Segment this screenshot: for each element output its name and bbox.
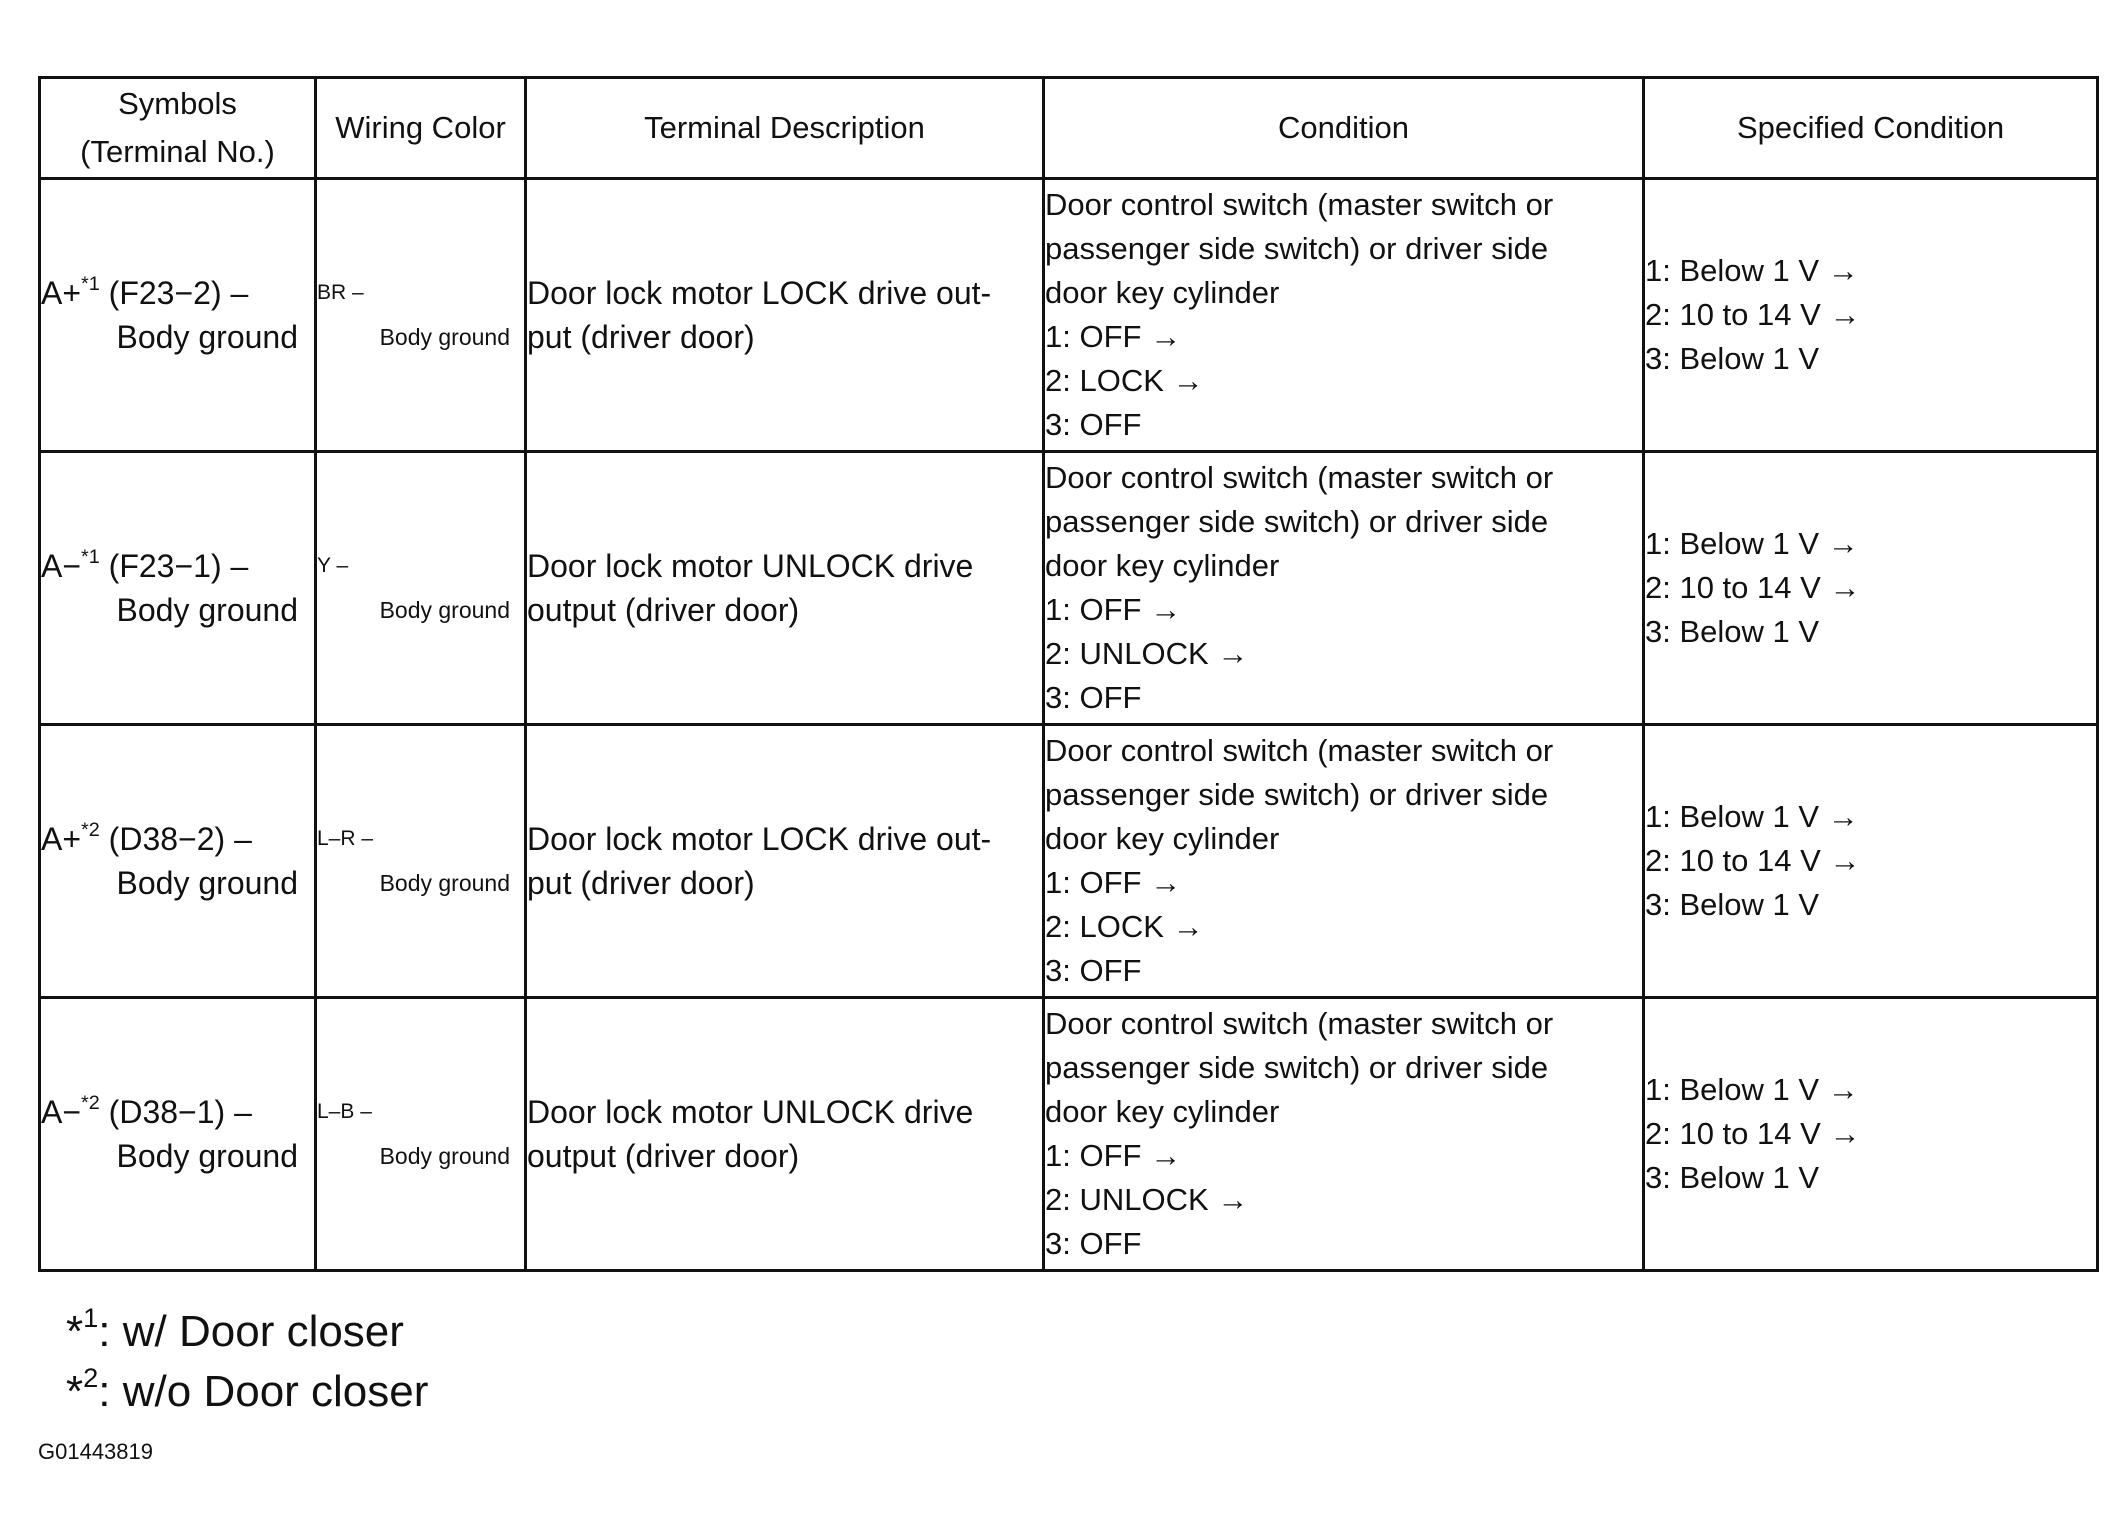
- symbol-code: A+: [41, 275, 82, 311]
- condition-line: Door control switch (master switch or: [1045, 187, 1554, 222]
- symbol-code: A+: [41, 821, 82, 857]
- spec-line: 2: 10 to 14 V →: [1645, 843, 1861, 878]
- description-line: output (driver door): [527, 1138, 800, 1174]
- description-line: Door lock motor UNLOCK drive: [527, 548, 974, 584]
- symbol-line1: [41, 1090, 314, 1134]
- symbol-line2: Body ground: [116, 319, 298, 355]
- table-row: [40, 452, 2098, 725]
- wire-ground: Body ground: [379, 597, 510, 623]
- symbol-line2: Body ground: [116, 865, 298, 901]
- terminal-number: (D38−2) –: [99, 821, 252, 857]
- wire-code: BR –: [317, 281, 364, 304]
- header-symbols-line1: Symbols: [118, 86, 237, 121]
- footnote-number: 2: [83, 1362, 99, 1394]
- description-line: Door lock motor LOCK drive out-: [527, 821, 992, 857]
- condition-line: 1: OFF →: [1045, 319, 1182, 354]
- symbol-note: *1: [81, 545, 100, 568]
- terminal-number: (D38−1) –: [99, 1094, 252, 1130]
- footnote-mark: *: [66, 1367, 84, 1416]
- symbol-cell: [40, 179, 316, 452]
- table-row: [40, 725, 2098, 998]
- description-cell: [526, 452, 1044, 725]
- footnote-text: : w/ Door closer: [98, 1307, 404, 1356]
- condition-line: door key cylinder: [1045, 821, 1280, 856]
- wiring-color-cell: [316, 452, 526, 725]
- condition-line: 2: LOCK →: [1045, 909, 1204, 944]
- header-condition: Condition: [1044, 78, 1644, 179]
- header-specified-condition: Specified Condition: [1644, 78, 2098, 179]
- spec-line: 3: Below 1 V: [1645, 887, 1820, 922]
- specified-condition-cell: [1644, 179, 2098, 452]
- condition-line: door key cylinder: [1045, 548, 1280, 583]
- wire-ground: Body ground: [379, 324, 510, 350]
- symbol-line1: [41, 544, 314, 588]
- condition-line: door key cylinder: [1045, 1094, 1280, 1129]
- condition-line: passenger side switch) or driver side: [1045, 231, 1549, 266]
- terminal-number: (F23−2) –: [99, 275, 249, 311]
- description-cell: [526, 179, 1044, 452]
- condition-line: 2: LOCK →: [1045, 363, 1204, 398]
- description-line: Door lock motor UNLOCK drive: [527, 1094, 974, 1130]
- description-cell: [526, 725, 1044, 998]
- spec-line: 2: 10 to 14 V →: [1645, 1116, 1861, 1151]
- specified-condition-cell: [1644, 998, 2098, 1271]
- condition-line: Door control switch (master switch or: [1045, 460, 1554, 495]
- spec-line: 2: 10 to 14 V →: [1645, 570, 1861, 605]
- spec-line: 2: 10 to 14 V →: [1645, 297, 1861, 332]
- table-body: [40, 179, 2098, 1271]
- wiring-color-cell: [316, 725, 526, 998]
- header-row: [40, 78, 2098, 179]
- figure-id: G01443819: [38, 1439, 153, 1464]
- condition-line: 2: UNLOCK →: [1045, 1182, 1249, 1217]
- symbol-code: A−: [41, 1094, 82, 1130]
- condition-line: Door control switch (master switch or: [1045, 1006, 1554, 1041]
- symbol-note: *2: [81, 1091, 100, 1114]
- footnote-text: : w/o Door closer: [98, 1367, 429, 1416]
- terminal-table: [38, 76, 2099, 1272]
- table-row: [40, 179, 2098, 452]
- condition-line: 1: OFF →: [1045, 592, 1182, 627]
- symbol-note: *2: [81, 818, 100, 841]
- condition-line: 3: OFF: [1045, 680, 1142, 715]
- condition-line: passenger side switch) or driver side: [1045, 777, 1549, 812]
- description-line: output (driver door): [527, 592, 800, 628]
- symbol-cell: [40, 998, 316, 1271]
- condition-line: door key cylinder: [1045, 275, 1280, 310]
- symbol-code: A−: [41, 548, 82, 584]
- header-symbols: [40, 78, 316, 179]
- wire-code: L–R –: [317, 827, 374, 850]
- footnote-1: [66, 1302, 428, 1362]
- symbol-cell: [40, 452, 316, 725]
- specified-condition-cell: [1644, 725, 2098, 998]
- table-row: [40, 998, 2098, 1271]
- symbol-line2: Body ground: [116, 1138, 298, 1174]
- description-line: Door lock motor LOCK drive out-: [527, 275, 992, 311]
- condition-line: Door control switch (master switch or: [1045, 733, 1554, 768]
- wire-ground: Body ground: [379, 1143, 510, 1169]
- header-wiring-color: Wiring Color: [316, 78, 526, 179]
- spec-line: 3: Below 1 V: [1645, 1160, 1820, 1195]
- condition-cell: [1044, 998, 1644, 1271]
- wire-code: Y –: [317, 554, 349, 577]
- specified-condition-cell: [1644, 452, 2098, 725]
- description-line: put (driver door): [527, 865, 755, 901]
- condition-line: 1: OFF →: [1045, 1138, 1182, 1173]
- symbol-line2: Body ground: [116, 592, 298, 628]
- condition-line: 1: OFF →: [1045, 865, 1182, 900]
- condition-line: 3: OFF: [1045, 407, 1142, 442]
- condition-cell: [1044, 725, 1644, 998]
- condition-line: passenger side switch) or driver side: [1045, 504, 1549, 539]
- symbol-note: *1: [81, 272, 100, 295]
- footnote-mark: *: [66, 1307, 84, 1356]
- condition-cell: [1044, 179, 1644, 452]
- description-cell: [526, 998, 1044, 1271]
- spec-line: 3: Below 1 V: [1645, 341, 1820, 376]
- wire-code: L–B –: [317, 1100, 372, 1123]
- header-terminal-description: Terminal Description: [526, 78, 1044, 179]
- terminal-number: (F23−1) –: [99, 548, 249, 584]
- wiring-color-cell: [316, 179, 526, 452]
- condition-line: 3: OFF: [1045, 953, 1142, 988]
- description-line: put (driver door): [527, 319, 755, 355]
- condition-cell: [1044, 452, 1644, 725]
- spec-line: 3: Below 1 V: [1645, 614, 1820, 649]
- wiring-color-cell: [316, 998, 526, 1271]
- spec-line: 1: Below 1 V →: [1645, 799, 1859, 834]
- condition-line: 2: UNLOCK →: [1045, 636, 1249, 671]
- header-symbols-line2: (Terminal No.): [80, 134, 275, 169]
- condition-line: 3: OFF: [1045, 1226, 1142, 1261]
- spec-line: 1: Below 1 V →: [1645, 1072, 1859, 1107]
- footnotes: [66, 1302, 428, 1422]
- symbol-line1: [41, 271, 314, 315]
- footnote-2: [66, 1362, 428, 1422]
- footnote-number: 1: [83, 1302, 99, 1334]
- symbol-cell: [40, 725, 316, 998]
- spec-line: 1: Below 1 V →: [1645, 253, 1859, 288]
- symbol-line1: [41, 817, 314, 861]
- spec-line: 1: Below 1 V →: [1645, 526, 1859, 561]
- condition-line: passenger side switch) or driver side: [1045, 1050, 1549, 1085]
- wire-ground: Body ground: [379, 870, 510, 896]
